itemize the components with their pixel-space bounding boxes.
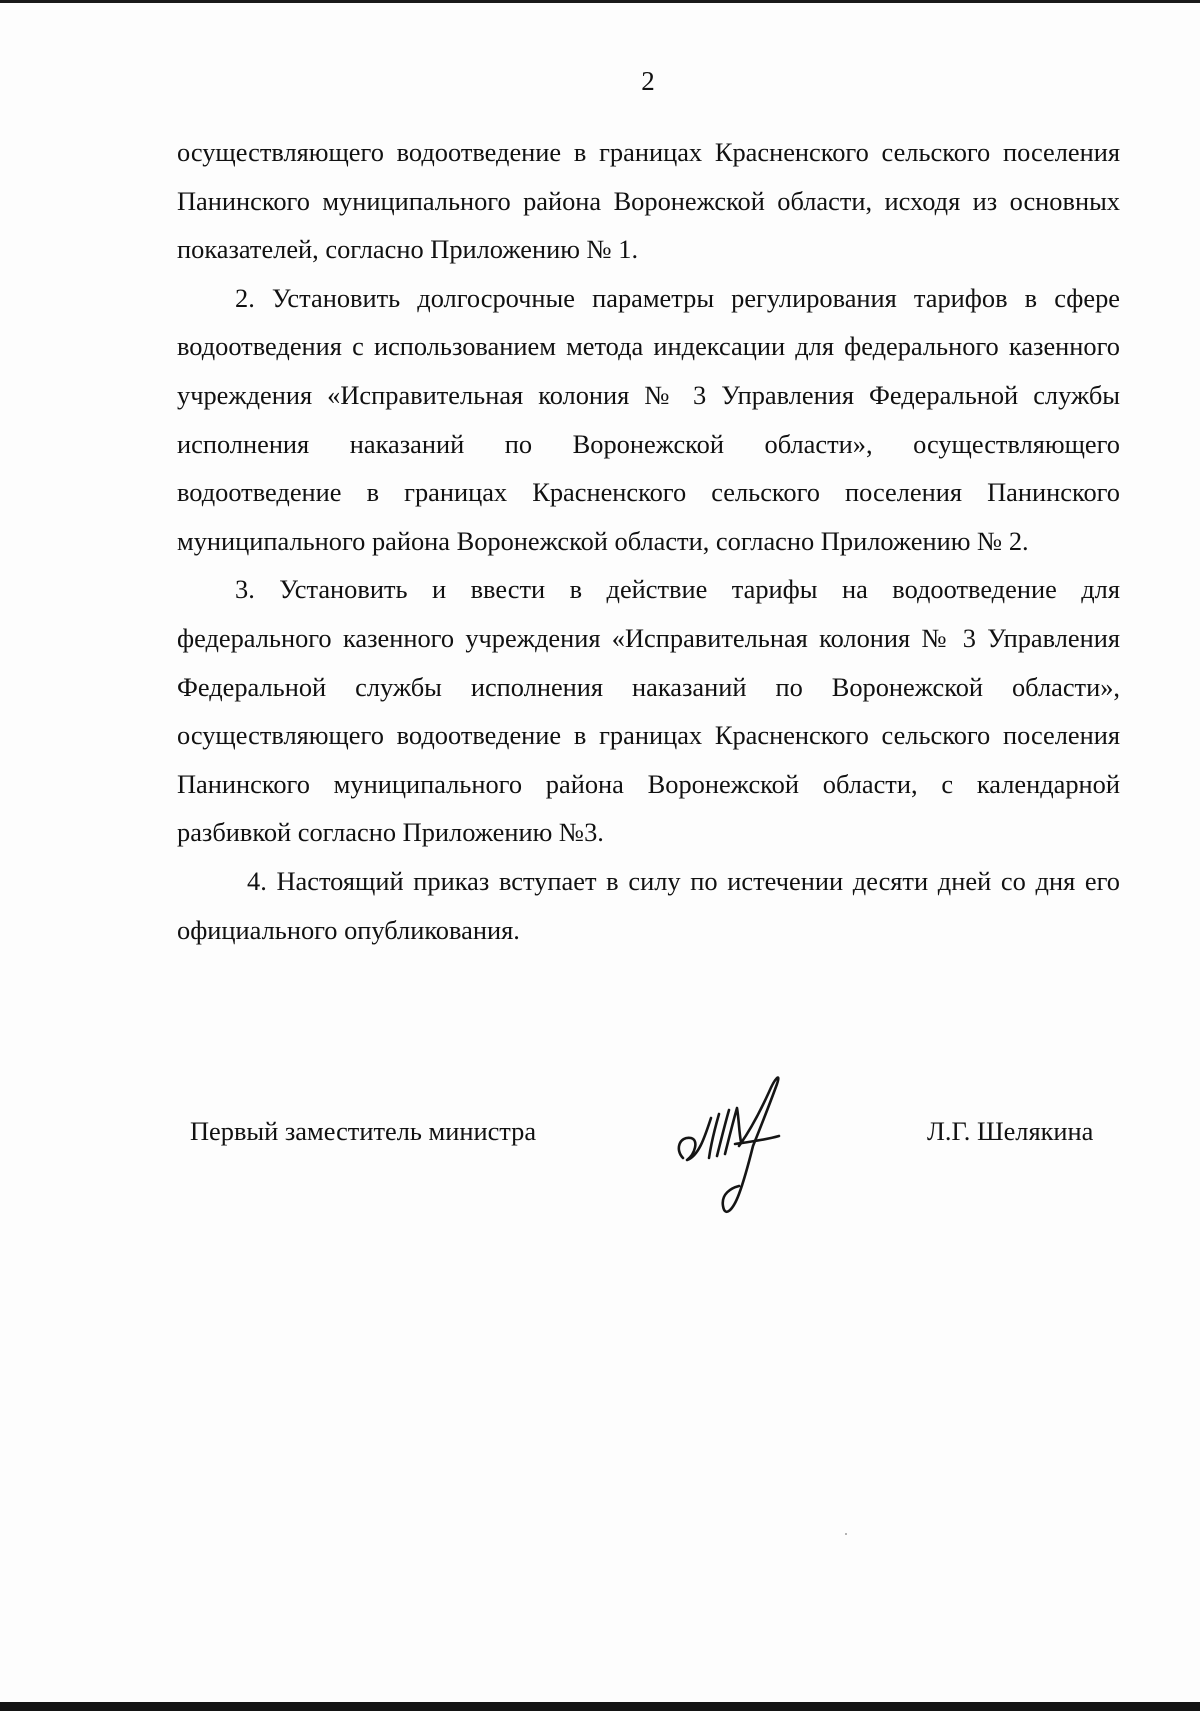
- document-body: [177, 128, 1120, 954]
- signatory-name: Л.Г. Шелякина: [927, 1116, 1094, 1146]
- paragraph-3: 3. Установить и ввести в действие тарифы на водоотведение для федерального казенного учреждения «Исправительная колония № 3 Управления Федеральной службы исполнения наказаний по Воронежской области», осуществляющего водоотведение в границах Красненского сельского поселения Панинского муниципального района Воронежской области, с календарной разбивкой согласно Приложению №3.: [177, 574, 1120, 848]
- handwritten-signature: [665, 1066, 815, 1236]
- scan-bottom-edge: [0, 1702, 1200, 1711]
- paragraph-continuation: осуществляющего водоотведение в границах Красненского сельского поселения Панинского муниципального района Воронежской области, исходя из основных показателей, согласно Приложению № 1.: [177, 137, 1120, 265]
- paragraph-4: 4. Настоящий приказ вступает в силу по истечении десяти дней со дня его официального опубликования.: [177, 865, 1120, 945]
- scan-speck: [845, 1533, 847, 1535]
- page-number: 2: [641, 66, 655, 96]
- signatory-position: Первый заместитель министра: [190, 1116, 537, 1146]
- paragraph-2: 2. Установить долгосрочные параметры регулирования тарифов в сфере водоотведения с использованием метода индексации для федерального казенного учреждения «Исправительная колония № 3 Управления Федеральной службы исполнения наказаний по Воронежской области», осуществляющего водоотведение в границах Красненского сельского поселения Панинского муниципального района Воронежской области, согласно Приложению № 2.: [177, 282, 1120, 556]
- signature-block: [0, 1098, 1200, 1238]
- scan-top-edge: [0, 0, 1200, 3]
